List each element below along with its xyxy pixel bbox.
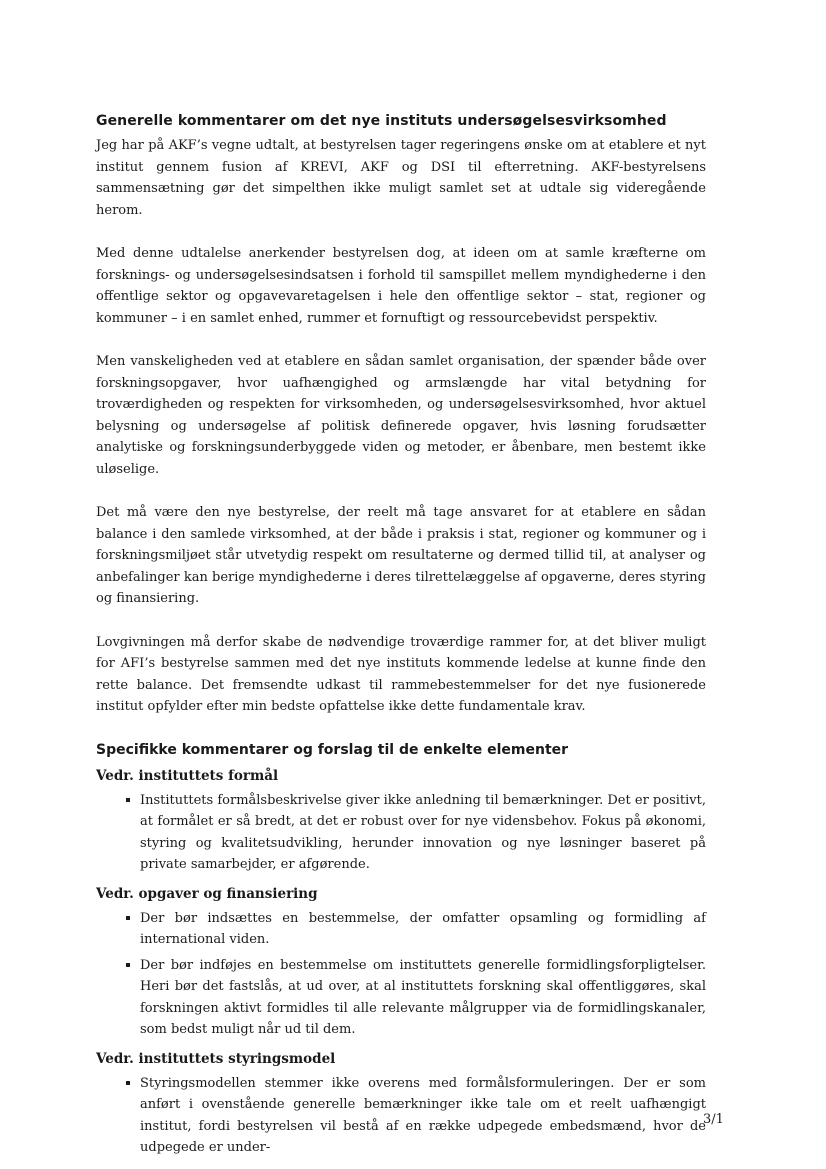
bullet-list-governance-model: [96, 1073, 706, 1159]
section-title-purpose: Vedr. instituttets formål: [96, 767, 279, 784]
paragraph-5: Lovgivningen må derfor skabe de nødvendige troværdige rammer for, at det bliver muligt for AFI’s bestyrelse sammen med det nye instituts kommende ledelse at kunne finde den rette balance. Det fremsendte udkast til rammebestemmelser for det nye fusionerede institut opfylder efter min bedste opfattelse ikke dette fundamentale krav.: [96, 634, 706, 714]
list-item: Styringsmodellen stemmer ikke overens med formålsformuleringen. Der er som anført i ovenstående generelle bemærkninger ikke tale om et reelt uafhængigt institut, fordi bestyrelsen vil bestå af en række udpegede embedsmænd, hvor de udpegede er under-: [140, 1073, 706, 1159]
bullet-list-purpose: [96, 790, 706, 876]
section-title-governance-model: Vedr. instituttets styringsmodel: [96, 1050, 336, 1067]
list-item: Instituttets formålsbeskrivelse giver ikke anledning til bemærkninger. Det er positivt, at formålet er så bredt, at det er robust over for nye vidensbehov. Fokus på økonomi, styring og kvalitetsudvikling, herunder innovation og nye løsninger baseret på private samarbejder, er afgørende.: [140, 790, 706, 876]
paragraph-2: Med denne udtalelse anerkender bestyrelsen dog, at ideen om at samle kræfterne om forsknings- og undersøgelsesindsatsen i forhold til samspillet mellem myndighederne i den offentlige sektor og opgavevaretagelsen i hele den offentlige sektor – stat, regioner og kommuner – i en samlet enhed, rummer et fornuftigt og ressourcebevidst perspektiv.: [96, 246, 706, 326]
bullet-list-tasks-financing: [96, 908, 706, 1041]
page-number: 3/1: [703, 1112, 724, 1127]
paragraph-3: Men vanskeligheden ved at etablere en sådan samlet organisation, der spænder både over forskningsopgaver, hvor uafhængighed og armslængde har vital betydning for troværdigheden og respekten for virksomheden, og undersøgelsesvirksomhed, hvor aktuel belysning og undersøgelse af politisk definerede opgaver, hvis løsning forudsætter analytiske og forskningsunderbyggede viden og metoder, er åbenbare, men bestemt ikke uløselige.: [96, 354, 706, 477]
list-item: Der bør indføjes en bestemmelse om instituttets generelle formidlingsforpligtelser. Heri bør det fastslås, at ud over, at al instituttets forskning skal offentliggøres, skal forskningen aktivt formidles til alle relevante målgrupper via de formidlingskanaler, som bedst muligt når ud til dem.: [140, 955, 706, 1041]
heading-specific-comments: Specifikke kommentarer og forslag til de enkelte elementer: [96, 741, 569, 758]
heading-general-comments: Generelle kommentarer om det nye instituts undersøgelsesvirksomhed: [96, 113, 667, 129]
list-item: Der bør indsættes en bestemmelse, der omfatter opsamling og formidling af international viden.: [140, 908, 706, 951]
paragraph-1: Jeg har på AKF’s vegne udtalt, at bestyrelsen tager regeringens ønske om at etablere et nyt institut gennem fusion af KREVI, AKF og DSI til efterretning. AKF-bestyrelsens sammensætning gør det simpelthen ikke muligt samlet set at udtale sig videregående herom.: [96, 138, 706, 218]
paragraph-4: Det må være den nye bestyrelse, der reelt må tage ansvaret for at etablere en sådan balance i den samlede virksomhed, at der både i praksis i stat, regioner og kommuner og i forskningsmiljøet står utvetydig respekt om resultaterne og dermed tillid til, at analyser og anbefalinger kan berige myndighederne i deres tilrettelæggelse af opgaverne, deres styring og finansiering.: [96, 505, 706, 606]
section-title-tasks-financing: Vedr. opgaver og finansiering: [96, 885, 318, 902]
